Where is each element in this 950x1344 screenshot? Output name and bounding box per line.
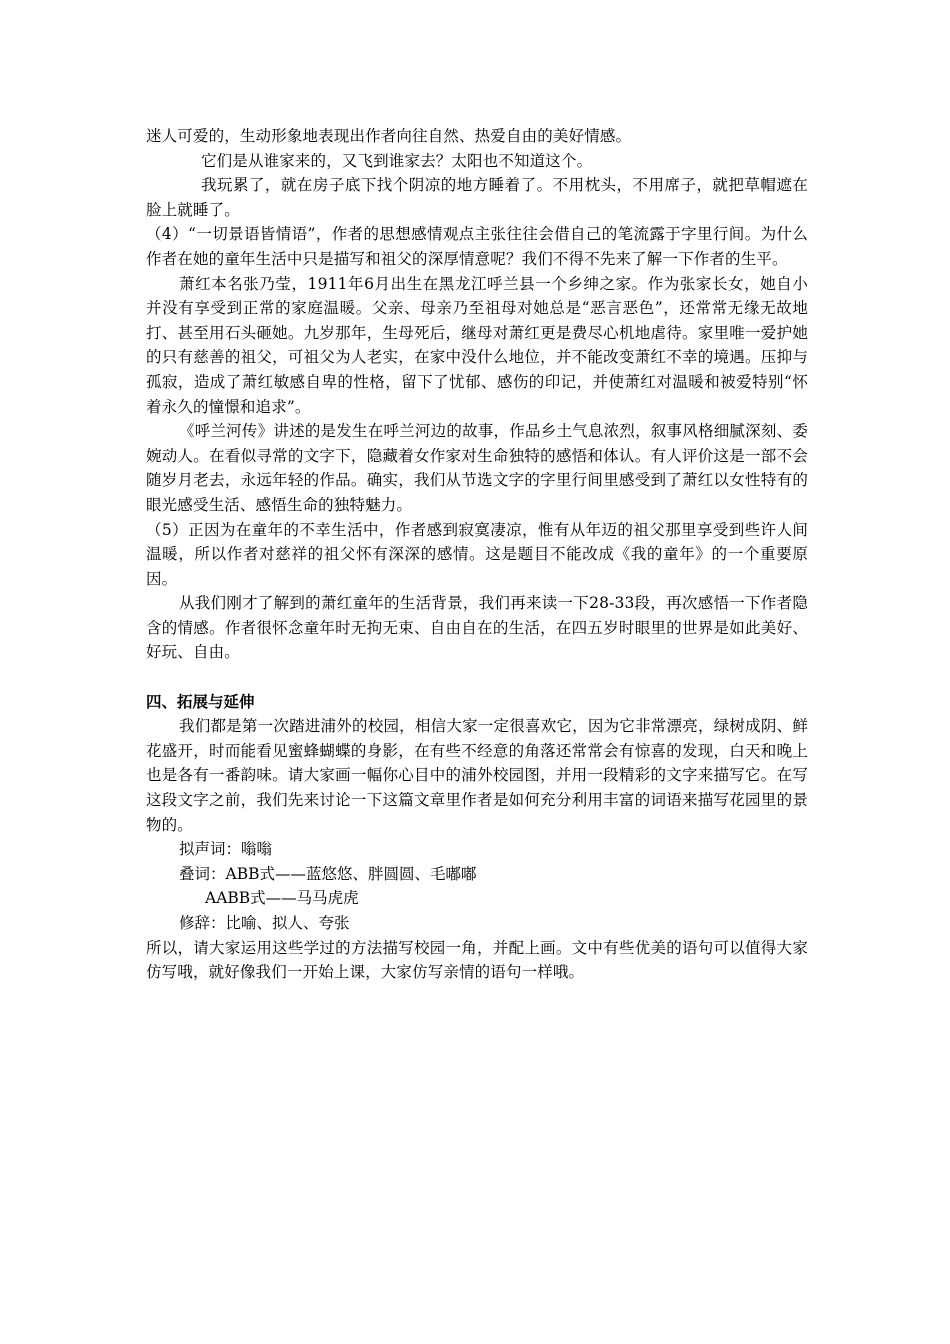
- paragraph-closing: 所以，请大家运用这些学过的方法描写校园一角，并配上画。文中有些优美的语句可以值得大家仿写哦，就好像我们一开始上课，大家仿写亲情的语句一样哦。: [146, 938, 808, 982]
- paragraph-reread: 从我们刚才了解到的萧红童年的生活背景，我们再来读一下28-33段，再次感悟一下作者隐含的情感。作者很怀念童年时无拘无束、自由自在的生活，在四五岁时眼里的世界是如此美好、好玩、自由。: [146, 594, 808, 662]
- list-item-onomatopoeia: 拟声词：嗡嗡: [179, 840, 273, 859]
- paragraph-campus: 我们都是第一次踏进浦外的校园，相信大家一定很喜欢它，因为它非常漂亮，绿树成阴、鲜花盛开，时而能看见蜜蜂蝴蝶的身影，在有些不经意的角落还常常会有惊喜的发现，白天和晚上也是各有一番韵味。请大家画一幅你心目中的浦外校园图，并用一段精彩的文字来描写它。在写这段文字之前，我们先来讨论一下这篇文章里作者是如何充分利用丰富的词语来描写花园里的景物的。: [146, 717, 808, 834]
- section-gap: [146, 665, 808, 690]
- quote-sleep: 我玩累了，就在房子底下找个阴凉的地方睡着了。不用枕头，不用席子，就把草帽遮在脸上就睡了。: [146, 176, 808, 219]
- list-item-aabb: AABB式——马马虎虎: [205, 889, 359, 908]
- paragraph-point-4: （4）“一切景语皆情语”，作者的思想感情观点主张往往会借自己的笔流露于字里行间。为什么作者在她的童年生活中只是描写和祖父的深厚情意呢？我们不得不先来了解一下作者的生平。: [146, 225, 808, 268]
- quote-sun: 它们是从谁家来的，又飞到谁家去？太阳也不知道这个。: [201, 151, 593, 170]
- paragraph-hulan-river: 《呼兰河传》讲述的是发生在呼兰河边的故事，作品乡土气息浓烈，叙事风格细腻深刻、委婉动人。在看似寻常的文字下，隐藏着女作家对生命独特的感悟和体认。有人评价这是一部不会随岁月老去，永远年轻的作品。确实，我们从节选文字的字里行间里感受到了萧红以女性特有的眼光感受生活、感悟生命的独特魅力。: [146, 422, 808, 514]
- paragraph-biography: 萧红本名张乃莹，1911年6月出生在黑龙江呼兰县一个乡绅之家。作为张家长女，她自小并没有享受到正常的家庭温暖。父亲、母亲乃至祖母对她总是“恶言恶色”，还常常无缘无故地打、甚至用石头砸她。九岁那年，生母死后，继母对萧红更是费尽心机地虐待。家里唯一爱护她的只有慈善的祖父，可祖父为人老实，在家中没什么地位，并不能改变萧红不幸的境遇。压抑与孤寂，造成了萧红敏感自卑的性格，留下了忧郁、感伤的印记，并使萧红对温暖和被爱特别“怀着永久的憧憬和追求”。: [146, 274, 808, 416]
- section-heading: 四、拓展与延伸: [146, 691, 255, 711]
- list-item-abb: 叠词：ABB式——蓝悠悠、胖圆圆、毛嘟嘟: [179, 864, 477, 883]
- document-page: [146, 124, 808, 985]
- paragraph-point-5: （5）正因为在童年的不幸生活中，作者感到寂寞凄凉，惟有从年迈的祖父那里享受到些许人间温暖，所以作者对慈祥的祖父怀有深深的感情。这是题目不能改成《我的童年》的一个重要原因。: [146, 520, 808, 588]
- list-item-rhetoric: 修辞：比喻、拟人、夸张: [179, 914, 350, 932]
- paragraph-intro-end: 迷人可爱的，生动形象地表现出作者向往自然、热爱自由的美好情感。: [146, 127, 632, 145]
